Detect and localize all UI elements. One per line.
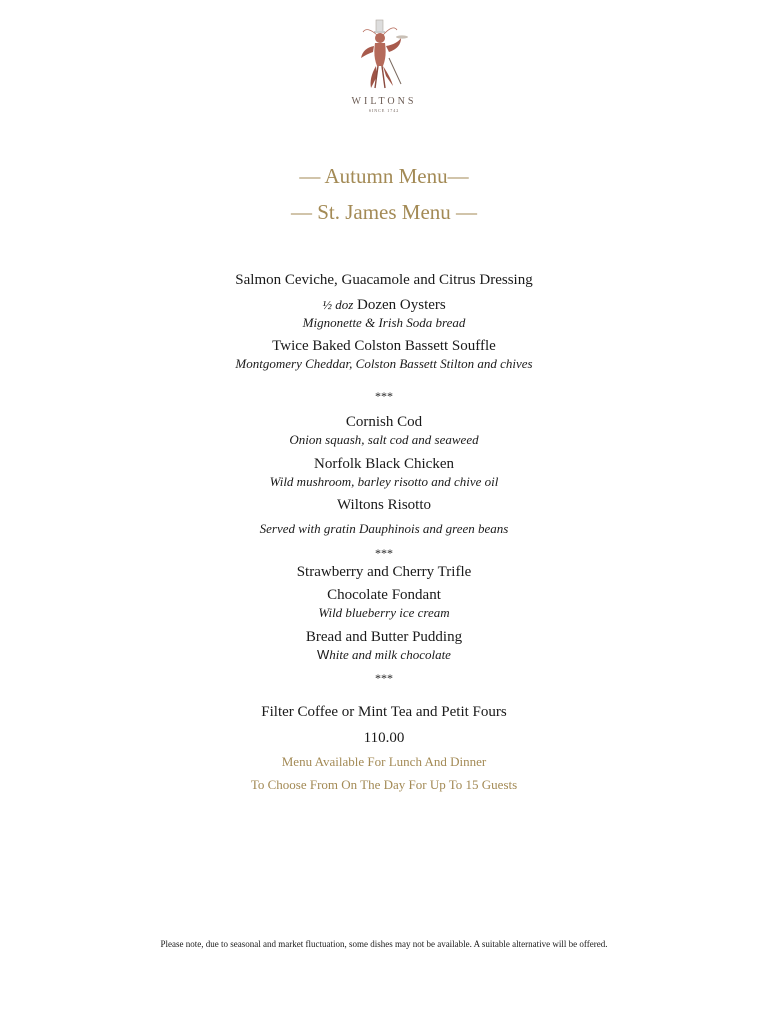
- starter-3-desc: Montgomery Cheddar, Colston Bassett Stilton and chives: [235, 356, 533, 371]
- starter-2-prefix: ½ doz: [322, 297, 354, 312]
- starter-1-dish: Salmon Ceviche, Guacamole and Citrus Dressing: [235, 272, 533, 288]
- main-1-dish: Cornish Cod: [345, 414, 423, 430]
- main-2-dish: Norfolk Black Chicken: [314, 456, 454, 472]
- separator-3: ***: [375, 671, 393, 685]
- dessert-1-dish: Strawberry and Cherry Trifle: [296, 564, 472, 580]
- season-title: — Autumn Menu—: [299, 164, 469, 188]
- logo-wordmark: WILTONS: [351, 96, 417, 107]
- starter-2-dish-name: Dozen Oysters: [357, 297, 446, 313]
- menu-price: 110.00: [363, 730, 405, 746]
- main-1-desc: Onion squash, salt cod and seaweed: [289, 432, 479, 447]
- dessert-3-desc: [0, 647, 768, 663]
- starter-2-dish: [0, 296, 768, 314]
- main-3-dish: Wiltons Risotto: [337, 497, 431, 513]
- starter-2-desc: Mignonette & Irish Soda bread: [302, 315, 466, 330]
- lobster-waiter-logo-icon: [349, 18, 419, 94]
- footer-disclaimer: Please note, due to seasonal and market fluctuation, some dishes may not be available. A suitable alternative will be offered.: [160, 939, 608, 949]
- dessert-3-desc-initial: W: [317, 647, 330, 662]
- dessert-3-dish: Bread and Butter Pudding: [305, 629, 463, 645]
- main-2-desc: Wild mushroom, barley risotto and chive oil: [269, 474, 499, 489]
- logo-since: SINCE 1742: [368, 108, 400, 113]
- menu-title: — St. James Menu —: [290, 200, 478, 224]
- separator-1: ***: [375, 389, 393, 403]
- separator-2: ***: [375, 546, 393, 560]
- dessert-2-desc: Wild blueberry ice cream: [318, 605, 450, 620]
- guests-note: To Choose From On The Day For Up To 15 Guests: [250, 777, 518, 792]
- main-3-desc: Served with gratin Dauphinois and green beans: [259, 521, 509, 536]
- dessert-3-desc-rest: hite and milk chocolate: [329, 647, 451, 662]
- coffee-line: Filter Coffee or Mint Tea and Petit Fours: [261, 704, 507, 720]
- dessert-2-dish: Chocolate Fondant: [327, 587, 441, 603]
- restaurant-logo: [0, 18, 768, 114]
- availability-note: Menu Available For Lunch And Dinner: [281, 754, 487, 769]
- starter-3-dish: Twice Baked Colston Bassett Souffle: [272, 338, 496, 354]
